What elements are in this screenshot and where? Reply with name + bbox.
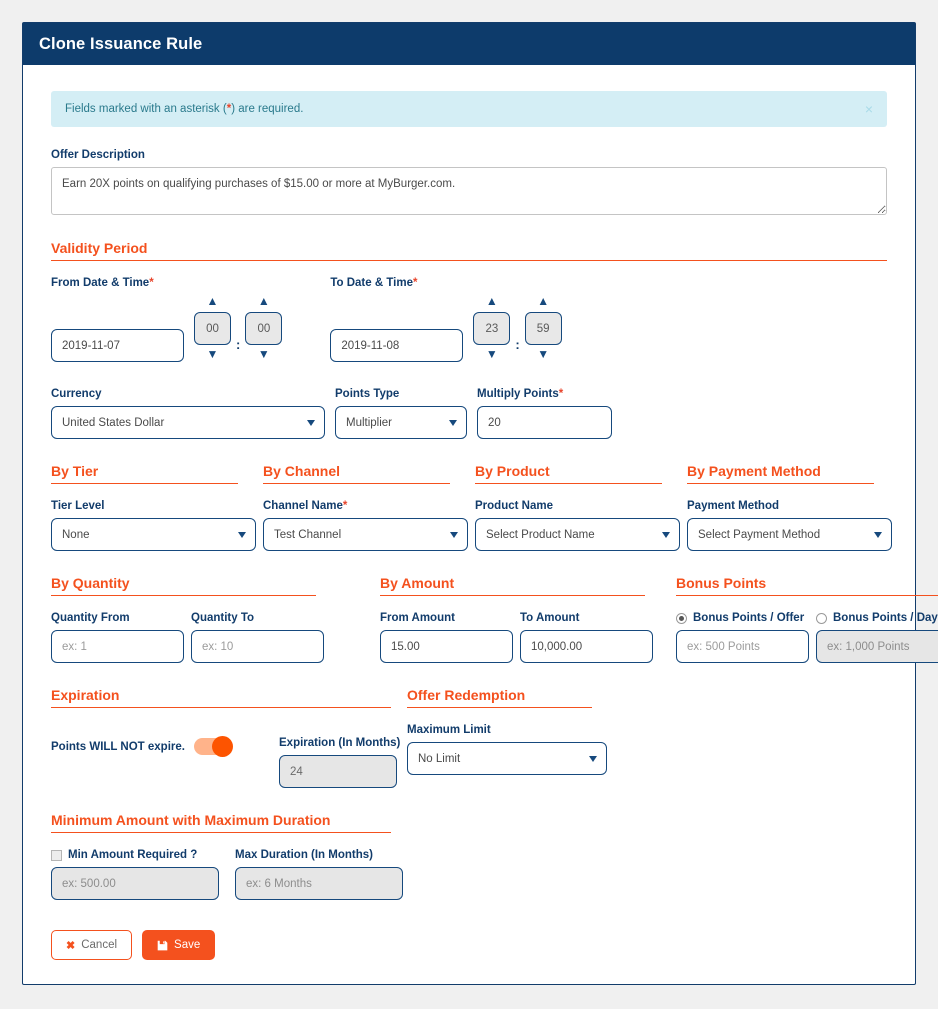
channel-name-select[interactable] bbox=[263, 518, 468, 551]
points-type-label: Points Type bbox=[335, 388, 400, 400]
quantity-to-input[interactable] bbox=[191, 630, 324, 663]
tier-level-label: Tier Level bbox=[51, 500, 105, 512]
to-time-separator: : bbox=[515, 337, 520, 352]
card-header bbox=[23, 23, 915, 65]
by-product-section bbox=[475, 463, 680, 551]
bonus-points-per-day-label: Bonus Points / Day bbox=[833, 612, 938, 624]
to-hour-value[interactable]: 23 bbox=[473, 312, 510, 345]
multiply-points-label: Multiply Points* bbox=[477, 388, 564, 400]
chevron-down-icon[interactable]: ▼ bbox=[485, 347, 498, 361]
to-amount-group bbox=[520, 612, 653, 663]
currency-row bbox=[51, 388, 887, 439]
bonus-points-per-offer-group bbox=[676, 612, 809, 663]
maximum-limit-select[interactable] bbox=[407, 742, 607, 775]
cancel-button[interactable] bbox=[51, 930, 132, 960]
payment-method-select[interactable] bbox=[687, 518, 892, 551]
checkbox-min-amount-required[interactable] bbox=[51, 850, 62, 861]
max-duration-input bbox=[235, 867, 403, 900]
from-amount-input[interactable] bbox=[380, 630, 513, 663]
max-duration-group bbox=[235, 849, 403, 900]
from-date-time-group bbox=[51, 277, 282, 362]
filters-row-1 bbox=[43, 463, 895, 551]
min-amount-group bbox=[51, 849, 219, 900]
chevron-up-icon[interactable]: ▲ bbox=[257, 294, 270, 308]
chevron-down-icon[interactable]: ▼ bbox=[206, 347, 219, 361]
to-date-time-label: To Date & Time* bbox=[330, 277, 418, 289]
product-name-label: Product Name bbox=[475, 500, 553, 512]
chevron-up-icon[interactable]: ▲ bbox=[537, 294, 550, 308]
quantity-from-input[interactable] bbox=[51, 630, 184, 663]
bonus-points-per-day-radio-line[interactable] bbox=[816, 612, 938, 624]
quantity-to-label: Quantity To bbox=[191, 612, 255, 624]
from-hour-value[interactable]: 00 bbox=[194, 312, 231, 345]
filters-row-2 bbox=[43, 575, 938, 663]
bonus-points-title: Bonus Points bbox=[676, 575, 938, 596]
to-date-time-group bbox=[330, 277, 561, 362]
payment-method-label: Payment Method bbox=[687, 500, 780, 512]
radio-bonus-points-per-day[interactable] bbox=[816, 613, 827, 624]
save-button[interactable] bbox=[142, 930, 215, 960]
multiply-points-group bbox=[477, 388, 612, 439]
bonus-points-per-day-input bbox=[816, 630, 938, 663]
multiply-points-input[interactable] bbox=[477, 406, 612, 439]
close-icon: ✖ bbox=[66, 939, 76, 952]
offer-redemption-title: Offer Redemption bbox=[407, 687, 592, 708]
from-time-separator: : bbox=[236, 337, 241, 352]
by-channel-title: By Channel bbox=[263, 463, 450, 484]
quantity-to-group bbox=[191, 612, 324, 663]
by-quantity-section bbox=[51, 575, 324, 663]
minimum-amount-title: Minimum Amount with Maximum Duration bbox=[51, 812, 391, 833]
min-amount-required-label: Min Amount Required ? bbox=[68, 849, 198, 861]
points-expire-label: Points WILL NOT expire. bbox=[51, 740, 185, 753]
save-button-label: Save bbox=[174, 939, 201, 951]
required-fields-alert bbox=[51, 91, 887, 127]
by-tier-section bbox=[51, 463, 256, 551]
expiration-title: Expiration bbox=[51, 687, 391, 708]
bonus-points-per-day-group bbox=[816, 612, 938, 663]
tier-level-select[interactable] bbox=[51, 518, 256, 551]
validity-period-title: Validity Period bbox=[51, 240, 887, 261]
from-minute-value[interactable]: 00 bbox=[245, 312, 282, 345]
to-amount-input[interactable] bbox=[520, 630, 653, 663]
offer-description-label: Offer Description bbox=[51, 149, 145, 161]
chevron-down-icon[interactable]: ▼ bbox=[537, 347, 550, 361]
validity-dates-row bbox=[51, 277, 887, 362]
alert-text-after: ) are required. bbox=[231, 103, 304, 115]
alert-text-before: Fields marked with an asterisk ( bbox=[65, 103, 227, 115]
offer-description-input[interactable] bbox=[51, 167, 887, 215]
expiration-months-label: Expiration (In Months) bbox=[279, 737, 401, 749]
bonus-points-per-offer-input[interactable] bbox=[676, 630, 809, 663]
by-amount-section bbox=[380, 575, 653, 663]
expiration-months-group bbox=[279, 687, 401, 788]
minimum-amount-section bbox=[43, 812, 895, 900]
save-icon bbox=[157, 940, 168, 951]
alert-asterisk: * bbox=[226, 103, 232, 115]
by-quantity-title: By Quantity bbox=[51, 575, 316, 596]
toggle-knob bbox=[212, 736, 233, 757]
by-product-title: By Product bbox=[475, 463, 662, 484]
by-channel-section bbox=[263, 463, 468, 551]
chevron-up-icon[interactable]: ▲ bbox=[206, 294, 219, 308]
points-expire-toggle[interactable] bbox=[194, 738, 232, 755]
validity-period-section bbox=[43, 240, 895, 439]
from-date-time-label: From Date & Time* bbox=[51, 277, 154, 289]
card-body bbox=[23, 65, 938, 984]
from-hour-stepper[interactable] bbox=[194, 295, 231, 362]
page-title: Clone Issuance Rule bbox=[39, 34, 203, 53]
points-type-select[interactable] bbox=[335, 406, 467, 439]
offer-description-group bbox=[43, 149, 895, 220]
expiration-months-input bbox=[279, 755, 397, 788]
bonus-points-per-offer-radio-line[interactable] bbox=[676, 612, 809, 624]
min-amount-input bbox=[51, 867, 219, 900]
radio-bonus-points-per-offer[interactable] bbox=[676, 613, 687, 624]
expiration-row bbox=[43, 687, 895, 788]
from-amount-label: From Amount bbox=[380, 612, 455, 624]
to-minute-value[interactable]: 59 bbox=[525, 312, 562, 345]
offer-redemption-section bbox=[407, 687, 607, 788]
currency-select[interactable] bbox=[51, 406, 325, 439]
cancel-button-label: Cancel bbox=[81, 939, 118, 951]
chevron-down-icon[interactable]: ▼ bbox=[257, 347, 270, 361]
currency-label: Currency bbox=[51, 388, 102, 400]
from-minute-stepper[interactable] bbox=[245, 295, 282, 362]
bonus-points-section bbox=[676, 575, 938, 663]
quantity-from-group bbox=[51, 612, 184, 663]
by-payment-method-section bbox=[687, 463, 892, 551]
max-duration-label: Max Duration (In Months) bbox=[235, 849, 373, 861]
form-actions bbox=[43, 930, 895, 960]
to-amount-label: To Amount bbox=[520, 612, 580, 624]
product-name-select[interactable] bbox=[475, 518, 680, 551]
channel-name-label: Channel Name* bbox=[263, 500, 348, 512]
alert-text bbox=[65, 103, 303, 115]
by-payment-method-title: By Payment Method bbox=[687, 463, 874, 484]
quantity-from-label: Quantity From bbox=[51, 612, 130, 624]
points-type-group bbox=[335, 388, 467, 439]
to-minute-stepper[interactable] bbox=[525, 295, 562, 362]
chevron-up-icon[interactable]: ▲ bbox=[485, 294, 498, 308]
by-tier-title: By Tier bbox=[51, 463, 238, 484]
to-hour-stepper[interactable] bbox=[473, 295, 510, 362]
to-date-input[interactable] bbox=[330, 329, 463, 362]
by-amount-title: By Amount bbox=[380, 575, 645, 596]
clone-issuance-rule-card bbox=[22, 22, 938, 985]
from-amount-group bbox=[380, 612, 513, 663]
from-date-input[interactable] bbox=[51, 329, 184, 362]
maximum-limit-label: Maximum Limit bbox=[407, 724, 491, 736]
bonus-points-per-offer-label: Bonus Points / Offer bbox=[693, 612, 805, 624]
currency-group bbox=[51, 388, 325, 439]
close-icon[interactable]: × bbox=[864, 101, 873, 117]
min-amount-required-checkbox-line[interactable] bbox=[51, 849, 219, 861]
